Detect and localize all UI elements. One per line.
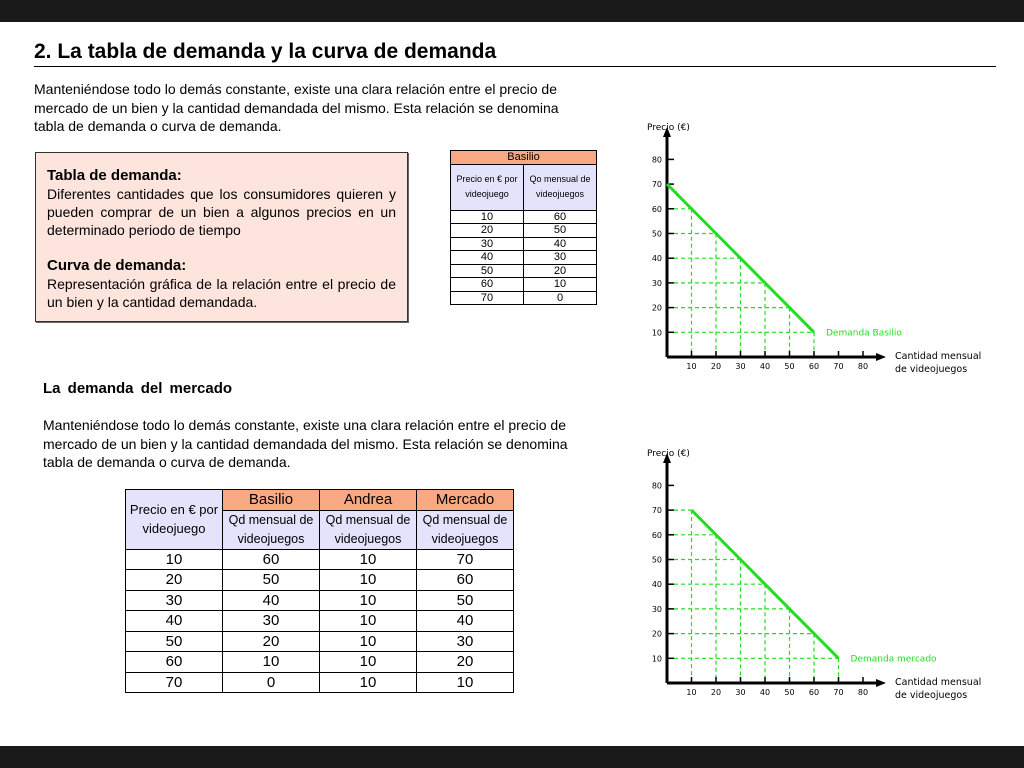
table-cell: 10 <box>223 652 320 673</box>
y-tick-label: 60 <box>651 204 662 214</box>
table-row <box>451 224 597 238</box>
subheader-qty: Qd mensual de videojuegos <box>320 510 417 549</box>
x-tick-label: 70 <box>833 688 844 697</box>
table-cell: 30 <box>524 251 597 265</box>
y-tick-label: 10 <box>651 328 662 338</box>
x-tick-label: 10 <box>686 362 697 371</box>
table-cell: 10 <box>417 672 514 693</box>
table-cell: 0 <box>223 672 320 693</box>
table-cell: 70 <box>451 291 524 305</box>
header-andrea: Andrea <box>320 490 417 511</box>
table-cell: 10 <box>320 631 417 652</box>
table-cell: 30 <box>223 611 320 632</box>
table-title: Basilio <box>451 151 597 165</box>
table-cell: 10 <box>320 549 417 570</box>
bottom-bar <box>0 746 1024 768</box>
x-tick-label: 60 <box>808 688 820 697</box>
y-tick-label: 10 <box>651 654 662 664</box>
table-cell: 60 <box>451 278 524 292</box>
table-cell: 10 <box>320 611 417 632</box>
tabla-text: Diferentes cantidades que los consumidores quieren y pueden comprar de un bien a algunos precios en un determinado periodo de tiempo <box>47 186 396 238</box>
market-demand-chart <box>630 441 990 706</box>
table-cell: 40 <box>417 611 514 632</box>
y-tick-label: 70 <box>651 506 662 516</box>
top-bar <box>0 0 1024 22</box>
market-demand-table <box>125 489 514 693</box>
table-cell: 60 <box>524 210 597 224</box>
table-row <box>451 291 597 305</box>
y-tick-label: 50 <box>651 555 662 565</box>
x-tick-label: 20 <box>710 362 722 371</box>
table-cell: 10 <box>524 278 597 292</box>
x-tick-label: 40 <box>759 362 771 371</box>
x-tick-label: 70 <box>833 362 844 371</box>
table-cell: 30 <box>417 631 514 652</box>
series-label: Demanda Basilio <box>826 328 902 339</box>
y-tick-label: 80 <box>651 481 662 491</box>
table-cell: 50 <box>223 570 320 591</box>
table-cell: 40 <box>524 237 597 251</box>
header-qty: Qo mensual de videojuegos <box>524 164 597 210</box>
x-tick-label: 60 <box>808 362 820 371</box>
tabla-title: Tabla de demanda: <box>47 167 182 184</box>
table-cell: 60 <box>223 549 320 570</box>
table-cell: 50 <box>417 590 514 611</box>
table-row <box>451 210 597 224</box>
table-cell: 40 <box>126 611 223 632</box>
y-tick-label: 80 <box>651 155 662 165</box>
table-cell: 60 <box>417 570 514 591</box>
table-cell: 30 <box>126 590 223 611</box>
table-cell: 20 <box>223 631 320 652</box>
x-axis-label-line1: Cantidad mensual <box>895 677 982 688</box>
table-row <box>126 549 514 570</box>
x-tick-label: 50 <box>784 688 795 697</box>
x-tick-label: 40 <box>759 688 771 697</box>
table-row <box>451 264 597 278</box>
x-tick-label: 80 <box>857 362 869 371</box>
series-label: Demanda mercado <box>850 654 937 665</box>
table-row <box>451 278 597 292</box>
y-axis-label: Precio (€) <box>647 123 690 133</box>
table-cell: 10 <box>320 652 417 673</box>
table-row <box>126 631 514 652</box>
x-tick-label: 80 <box>857 688 869 697</box>
header-price: Precio en € por videojuego <box>126 490 223 550</box>
header-basilio: Basilio <box>223 490 320 511</box>
y-tick-label: 70 <box>651 180 662 190</box>
x-tick-label: 30 <box>735 688 746 697</box>
table-cell: 10 <box>126 549 223 570</box>
header-price: Precio en € por videojuego <box>451 164 524 210</box>
curva-title: Curva de demanda: <box>47 257 187 274</box>
y-tick-label: 30 <box>651 278 662 288</box>
x-tick-label: 10 <box>686 688 697 697</box>
table-cell: 50 <box>451 264 524 278</box>
table-cell: 40 <box>223 590 320 611</box>
table-row <box>126 652 514 673</box>
table-cell: 10 <box>320 672 417 693</box>
section-text: Manteniéndose todo lo demás constante, existe una clara relación entre el precio de mercado de un bien y la cantidad demandada del mismo. Esta relación se denomina tabla de demanda o curva de demanda. <box>43 417 568 470</box>
table-cell: 20 <box>524 264 597 278</box>
basilio-demand-chart <box>630 115 990 380</box>
table-row <box>451 251 597 265</box>
table-cell: 70 <box>126 672 223 693</box>
table-cell: 10 <box>451 210 524 224</box>
y-axis-label: Precio (€) <box>647 449 690 459</box>
y-tick-label: 20 <box>651 303 662 313</box>
title-divider <box>34 66 996 67</box>
x-tick-label: 30 <box>735 362 746 371</box>
table-row <box>451 237 597 251</box>
basilio-demand-table <box>450 150 597 305</box>
y-tick-label: 20 <box>651 629 662 639</box>
subheader-qty: Qd mensual de videojuegos <box>417 510 514 549</box>
y-tick-label: 30 <box>651 604 662 614</box>
table-row <box>126 672 514 693</box>
table-cell: 10 <box>320 570 417 591</box>
table-cell: 20 <box>451 224 524 238</box>
x-axis-label-line2: de videojuegos <box>895 690 968 701</box>
table-row <box>126 611 514 632</box>
y-tick-label: 40 <box>651 254 662 264</box>
table-cell: 10 <box>320 590 417 611</box>
x-tick-label: 20 <box>710 688 722 697</box>
table-cell: 50 <box>524 224 597 238</box>
subheader-qty: Qd mensual de videojuegos <box>223 510 320 549</box>
table-cell: 0 <box>524 291 597 305</box>
x-axis-label-line2: de videojuegos <box>895 364 968 375</box>
table-cell: 70 <box>417 549 514 570</box>
table-cell: 30 <box>451 237 524 251</box>
x-axis-arrow <box>876 353 886 361</box>
y-tick-label: 50 <box>651 229 662 239</box>
table-row <box>126 570 514 591</box>
table-cell: 40 <box>451 251 524 265</box>
y-tick-label: 60 <box>651 530 662 540</box>
curva-text: Representación gráfica de la relación entre el precio de un bien y la cantidad demandada. <box>47 276 396 310</box>
header-mercado: Mercado <box>417 490 514 511</box>
definitions-box <box>35 152 408 322</box>
table-cell: 60 <box>126 652 223 673</box>
section-title: La demanda del mercado <box>43 380 233 397</box>
intro-text: Manteniéndose todo lo demás constante, existe una clara relación entre el precio de mercado de un bien y la cantidad demandada del mismo. Esta relación se denomina tabla de demanda o curva de demanda. <box>34 81 559 134</box>
table-cell: 20 <box>417 652 514 673</box>
table-row <box>126 590 514 611</box>
y-tick-label: 40 <box>651 580 662 590</box>
table-cell: 20 <box>126 570 223 591</box>
x-axis-label-line1: Cantidad mensual <box>895 351 982 362</box>
x-tick-label: 50 <box>784 362 795 371</box>
page-title: 2. La tabla de demanda y la curva de demanda <box>34 40 497 63</box>
x-axis-arrow <box>876 679 886 687</box>
table-cell: 50 <box>126 631 223 652</box>
